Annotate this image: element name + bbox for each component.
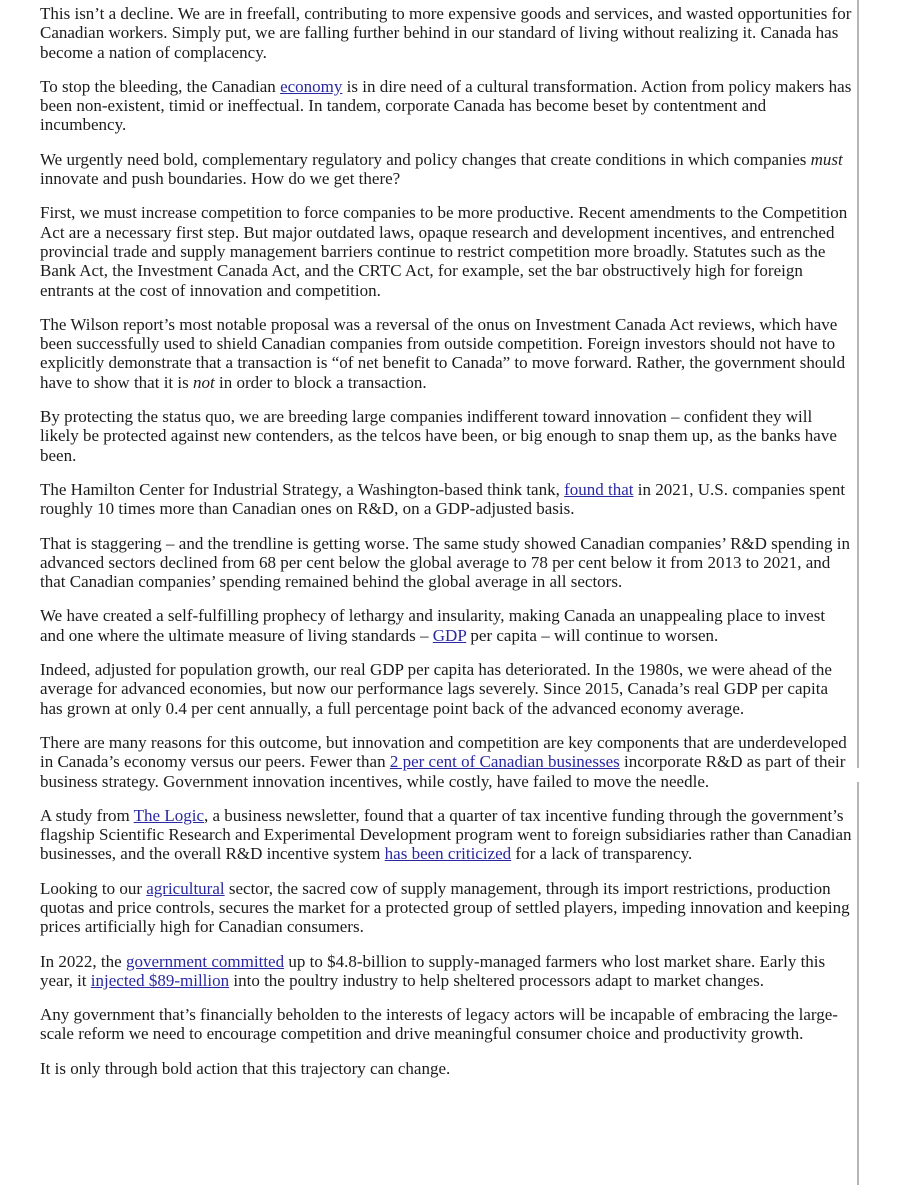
paragraph bbox=[40, 952, 853, 991]
text-run: incorporate R&D as part of their business strategy. Government innovation incentives, while costly, have failed to move the needle. bbox=[40, 752, 846, 791]
text-run: A study from bbox=[40, 805, 134, 825]
inline-link[interactable]: economy bbox=[280, 76, 343, 96]
inline-link[interactable]: government committed bbox=[125, 951, 285, 971]
paragraph bbox=[40, 660, 853, 718]
text-run: innovate and push boundaries. How do we get there? bbox=[40, 169, 401, 189]
text-run: , a business newsletter, found that a quarter of tax incentive funding through the government’s flagship Scientific Research and Experimental Development program went to foreign subsidiaries rather than Canadian businesses, and the overall R&D incentive system bbox=[40, 805, 852, 864]
text-run: Looking to our bbox=[40, 878, 147, 898]
paragraph bbox=[40, 77, 853, 135]
paragraph bbox=[40, 1059, 853, 1078]
text-run: The Hamilton Center for Industrial Strategy, a Washington-based think tank, bbox=[40, 479, 565, 499]
text-run: for a lack of transparency. bbox=[511, 844, 693, 864]
vertical-rule-bottom bbox=[857, 782, 859, 1185]
inline-link[interactable]: agricultural bbox=[146, 878, 225, 898]
text-run: By protecting the status quo, we are breeding large companies indifferent toward innovation – confident they will likely be protected against new contenders, as the telcos have been, or big enough to snap them up, as the banks have been. bbox=[40, 407, 837, 465]
paragraph bbox=[40, 150, 853, 189]
text-run: in 2021, U.S. companies spent roughly 10 times more than Canadian ones on R&D, on a GDP-adjusted basis. bbox=[40, 479, 846, 519]
text-run: up to $4.8-billion to supply-managed farmers who lost market share. Early this year, it bbox=[40, 951, 826, 990]
paragraph bbox=[40, 879, 853, 937]
article-body bbox=[40, 4, 853, 1093]
text-run: The Wilson report’s most notable proposal was a reversal of the onus on Investment Canada Act reviews, which have been successfully used to shield Canadian companies from outside competition. Foreign investors should not have to explicitly demonstrate that a transaction is “of net benefit to Canada” to move forward. Rather, the government should have to show that it is bbox=[40, 314, 846, 392]
text-run: This isn’t a decline. We are in freefall, contributing to more expensive goods and services, and wasted opportunities for Canadian workers. Simply put, we are falling further behind in our standard of living without realizing it. Canada has become a nation of complacency. bbox=[40, 4, 852, 62]
inline-link[interactable]: GDP bbox=[432, 625, 467, 645]
paragraph bbox=[40, 733, 853, 791]
paragraph bbox=[40, 407, 853, 465]
inline-link[interactable]: The Logic bbox=[133, 805, 205, 825]
text-run: We have created a self-fulfilling prophecy of lethargy and insularity, making Canada an unappealing place to invest and one where the ultimate measure of living standards – bbox=[40, 606, 826, 645]
paragraph bbox=[40, 806, 853, 864]
inline-link[interactable]: found that bbox=[564, 479, 634, 499]
inline-link[interactable]: injected $89-million bbox=[90, 970, 230, 990]
text-run: We urgently need bold, complementary regulatory and policy changes that create conditions in which companies bbox=[40, 149, 811, 169]
paragraph bbox=[40, 606, 853, 645]
text-run: per capita – will continue to worsen. bbox=[466, 625, 719, 645]
text-run: into the poultry industry to help sheltered processors adapt to market changes. bbox=[229, 970, 765, 990]
paragraph bbox=[40, 534, 853, 592]
emphasis-text: not bbox=[192, 372, 215, 392]
paragraph bbox=[40, 1005, 853, 1044]
vertical-rule-top bbox=[857, 0, 859, 768]
text-run: Indeed, adjusted for population growth, our real GDP per capita has deteriorated. In the 1980s, we were ahead of the average for advanced economies, but now our performance lags severely. Since 2015, Canada’s real GDP per capita has grown at only 0.4 per cent annually, a full percentage point back of the advanced economy average. bbox=[40, 660, 832, 718]
text-run: sector, the sacred cow of supply management, through its import restrictions, production quotas and price controls, secures the market for a protected group of settled players, impeding innovation and keeping prices artificially high for Canadian consumers. bbox=[40, 878, 850, 937]
text-run: In 2022, the bbox=[40, 951, 126, 971]
text-run: Any government that’s financially beholden to the interests of legacy actors will be incapable of embracing the large-scale reform we need to encourage competition and drive meaningful consumer choice and productivity growth. bbox=[40, 1005, 838, 1044]
paragraph bbox=[40, 4, 853, 62]
text-run: is in dire need of a cultural transformation. Action from policy makers has been non-existent, timid or ineffectual. In tandem, corporate Canada has become beset by contentment and incumbency. bbox=[40, 76, 852, 135]
text-run: That is staggering – and the trendline is getting worse. The same study showed Canadian companies’ R&D spending in advanced sectors declined from 68 per cent below the global average to 78 per cent below it from 2013 to 2021, and that Canadian companies’ spending remained behind the global average in all sectors. bbox=[40, 533, 851, 592]
text-run: It is only through bold action that this trajectory can change. bbox=[40, 1058, 451, 1078]
paragraph bbox=[40, 203, 853, 299]
paragraph bbox=[40, 315, 853, 392]
text-run: To stop the bleeding, the Canadian bbox=[40, 76, 281, 96]
text-run: There are many reasons for this outcome, but innovation and competition are key components that are underdeveloped in Canada’s economy versus our peers. Fewer than bbox=[40, 732, 847, 772]
inline-link[interactable]: 2 per cent of Canadian businesses bbox=[389, 752, 620, 772]
text-run: First, we must increase competition to force companies to be more productive. Recent amendments to the Competition Act are a necessary first step. But major outdated laws, opaque research and development incentives, and entrenched provincial trade and supply management barriers continue to restrict competition more broadly. Statutes such as the Bank Act, the Investment Canada Act, and the CRTC Act, for example, set the bar obstructively high for foreign entrants at the cost of innovation and competition. bbox=[40, 203, 848, 300]
emphasis-text: must bbox=[810, 149, 843, 169]
text-run: in order to block a transaction. bbox=[214, 372, 427, 392]
paragraph bbox=[40, 480, 853, 519]
inline-link[interactable]: has been criticized bbox=[384, 844, 512, 864]
